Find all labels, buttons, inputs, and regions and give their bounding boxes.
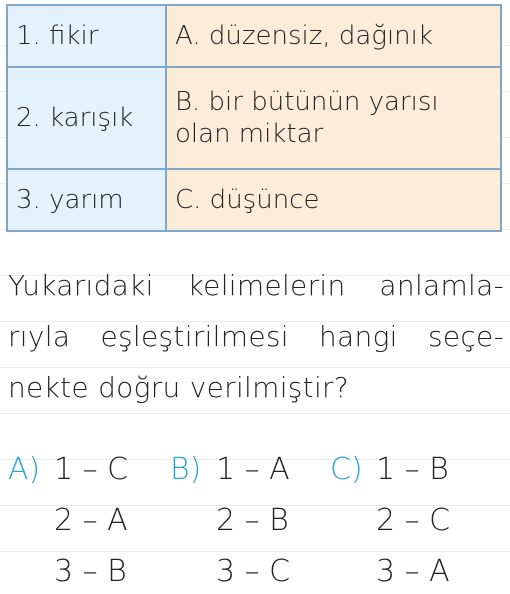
option-pair: 2 – A <box>54 503 128 538</box>
option-pair: 2 – B <box>216 503 289 538</box>
option-pair: 3 – B <box>54 554 127 589</box>
word-cell: 2. karışık <box>7 67 166 169</box>
option-pair: 2 – C <box>376 503 451 538</box>
meaning-cell: B. bir bütünün yarısı olan miktar <box>166 67 501 169</box>
option-pair: 1 – B <box>376 452 449 487</box>
question-text <box>8 260 504 413</box>
question-line: rıyla eşleştirilmesi hangi seçe- <box>8 320 504 353</box>
word-cell: 3. yarım <box>7 169 166 231</box>
meaning-cell: C. düşünce <box>166 169 501 231</box>
option-letter: B) <box>170 452 202 487</box>
answer-options <box>8 444 504 594</box>
option-pair: 3 – C <box>216 554 291 589</box>
option-pair: 1 – C <box>54 452 129 487</box>
option-pair: 3 – A <box>376 554 450 589</box>
table-row <box>7 169 501 231</box>
meaning-cell: A. düzensiz, dağınık <box>166 5 501 67</box>
option-letter: A) <box>8 452 41 487</box>
question-line: Yukarıdaki kelimelerin anlamla- <box>8 269 504 302</box>
table-row <box>7 5 501 67</box>
option-c[interactable] <box>330 444 450 594</box>
option-letter: C) <box>330 452 363 487</box>
option-b[interactable] <box>170 444 290 594</box>
option-a[interactable] <box>8 444 128 594</box>
question-line: nekte doğru verilmiştir? <box>8 371 349 404</box>
option-pair: 1 – A <box>216 452 290 487</box>
word-cell: 1. fikir <box>7 5 166 67</box>
matching-table <box>6 4 502 232</box>
table-row <box>7 67 501 169</box>
